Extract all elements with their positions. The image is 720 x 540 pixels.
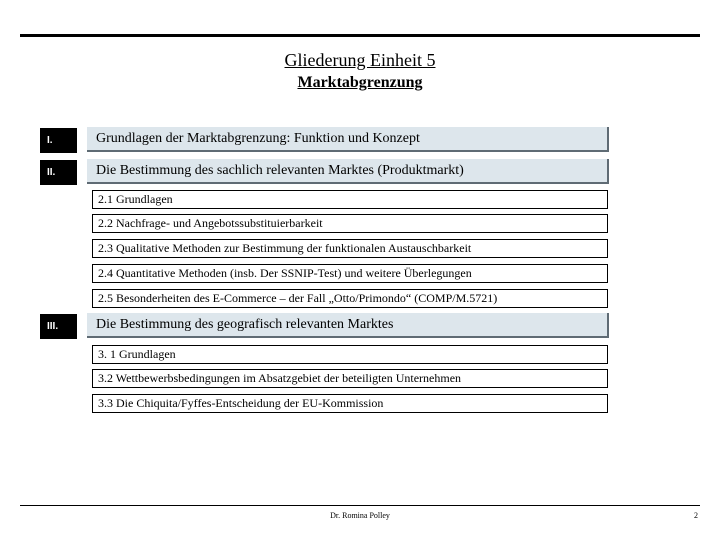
- subsection-item: 3.3 Die Chiquita/Fyffes-Entscheidung der EU-Kommission: [92, 394, 608, 413]
- subsection-item: 3. 1 Grundlagen: [92, 345, 608, 364]
- section-title-3: Die Bestimmung des geografisch relevanten Marktes: [87, 313, 609, 338]
- subsection-item: 2.4 Quantitative Methoden (insb. Der SSNIP-Test) und weitere Überlegungen: [92, 264, 608, 283]
- subsection-item: 2.5 Besonderheiten des E-Commerce – der Fall „Otto/Primondo“ (COMP/M.5721): [92, 289, 608, 308]
- bottom-rule: [20, 505, 700, 506]
- subsection-item: 2.2 Nachfrage- und Angebotssubstituierbarkeit: [92, 214, 608, 233]
- section-number-2: II.: [40, 160, 77, 185]
- section-title-2: Die Bestimmung des sachlich relevanten Marktes (Produktmarkt): [87, 159, 609, 184]
- section-number-1: I.: [40, 128, 77, 153]
- subsection-item: 2.1 Grundlagen: [92, 190, 608, 209]
- subsection-item: 3.2 Wettbewerbsbedingungen im Absatzgebiet der beteiligten Unternehmen: [92, 369, 608, 388]
- footer-author: Dr. Romina Polley: [330, 511, 390, 520]
- top-rule: [20, 34, 700, 37]
- section-title-1: Grundlagen der Marktabgrenzung: Funktion und Konzept: [87, 127, 609, 152]
- section-number-3: III.: [40, 314, 77, 339]
- page-title: Gliederung Einheit 5: [284, 50, 436, 70]
- page-number: 2: [694, 511, 698, 520]
- page-subtitle: Marktabgrenzung: [297, 74, 423, 91]
- subsection-item: 2.3 Qualitative Methoden zur Bestimmung der funktionalen Austauschbarkeit: [92, 239, 608, 258]
